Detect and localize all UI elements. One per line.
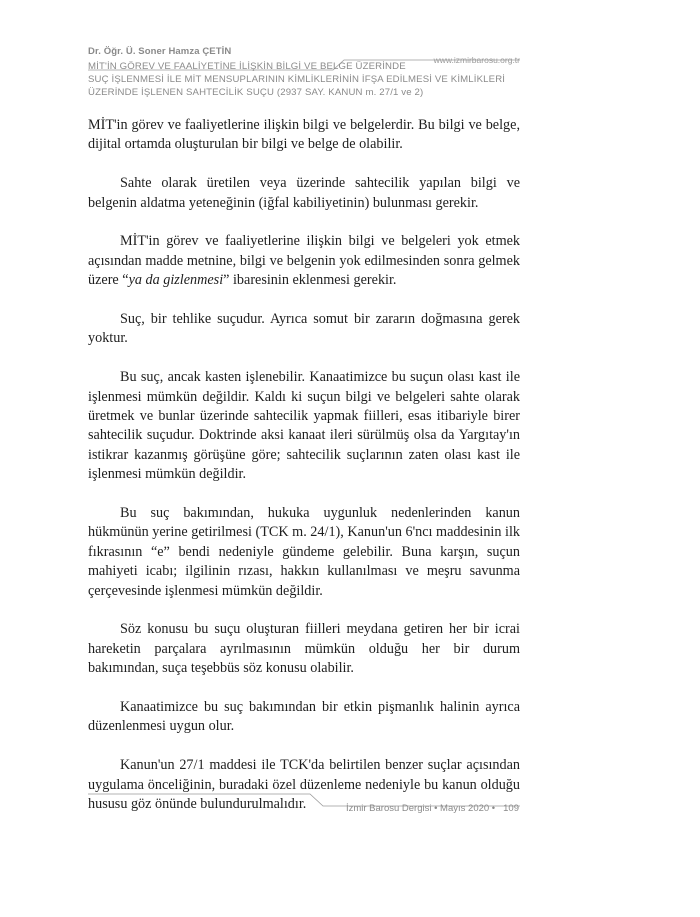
paragraph: Kanun'un 27/1 maddesi ile TCK'da belirtilen benzer suçlar açısından uygulama önceliğinin, buradaki özel düzenleme nedeniyle bu kanun olduğu hususu göz önünde bulundurulmalıdır.	[88, 757, 520, 813]
italic-phrase: ya da gizlenmesi	[128, 272, 224, 289]
footer	[346, 803, 519, 814]
paragraph: Kanaatimizce bu suç bakımından bir etkin pişmanlık halinin ayrıca düzenlenmesi uygun olur.	[88, 699, 520, 735]
paragraph-text: MİT'in görev ve faaliyetlerine ilişkin bilgi ve belgeleri yok etmek açısından madde metnine, bilgi ve belgenin yok edilmesinden sonra gelmek üzere “	[88, 233, 520, 289]
footer-journal: İzmir Barosu Dergisi • Mayıs 2020 •	[345, 803, 496, 814]
paragraph	[88, 232, 520, 290]
paragraph: Söz konusu bu suçu oluşturan fiilleri meydana getiren her bir icrai hareketin parçalara ayrılmasının mümkün olduğu her bir durum bakımından, suça teşebbüs söz konusu olabilir.	[88, 621, 520, 677]
page-number: 109	[503, 803, 519, 814]
header-title-line: MİT'İN GÖREV VE FAALİYETİNE İLİŞKİN BİLGİ VE BELGE ÜZERİNDE	[88, 61, 406, 72]
paragraph: Sahte olarak üretilen veya üzerinde sahtecilik yapılan bilgi ve belgenin aldatma yeteneğinin (iğfal kabiliyetinin) bulunması gerekir.	[88, 175, 520, 211]
paragraph: Bu suç bakımından, hukuka uygunluk nedenlerinden kanun hükmünün yerine getirilmesi (TCK m. 24/1), Kanun'un 6'ncı maddesinin ilk fıkrasının “e” bendi nedeniyle gündeme gelebilir. Buna karşın, suçun mahiyeti icabı; ilgilinin rızası, hakkın kullanılması ve meşru savunma çerçevesinde işlenmesi mümkün değildir.	[88, 505, 520, 599]
header-author: Dr. Öğr. Ü. Soner Hamza ÇETİN	[88, 46, 232, 57]
header-title-line: ÜZERİNDE İŞLENEN SAHTECİLİK SUÇU (2937 SAY. KANUN m. 27/1 ve 2)	[88, 86, 424, 98]
paragraph: Suç, bir tehlike suçudur. Ayrıca somut bir zararın doğmasına gerek yoktur.	[88, 311, 520, 347]
paragraph-text: ” ibaresinin eklenmesi gerekir.	[223, 272, 397, 289]
header-running-title	[88, 61, 528, 99]
header-url: www.izmirbarosu.org.tr	[433, 55, 520, 65]
paragraph: Bu suç, ancak kasten işlenebilir. Kanaatimizce bu suçun olası kast ile işlenmesi mümkün değildir. Kaldı ki suçun bilgi ve belgeleri sahte olarak üretmek ve bunlar üzerinde sahtecilik yapmak fiilleri, esas itibariyle birer sahtecilik suçudur. Doktrinde aksi kanaat ileri sürülmüş olsa da Yargıtay'ın istikrar kazanmış görüşüne göre; sahtecilik suçlarının zaten olası kast ile işlenmesi mümkün değildir.	[88, 369, 520, 483]
paragraph: MİT'in görev ve faaliyetlerine ilişkin bilgi ve belgelerdir. Bu bilgi ve belge, dijital ortamda oluşturulan bir bilgi ve belge de olabilir.	[88, 117, 520, 153]
header-title-line: SUÇ İŞLENMESİ İLE MİT MENSUPLARININ KİMLİKLERİNİN İFŞA EDİLMESİ VE KİMLİKLERİ	[88, 73, 506, 85]
body-text	[88, 116, 520, 834]
